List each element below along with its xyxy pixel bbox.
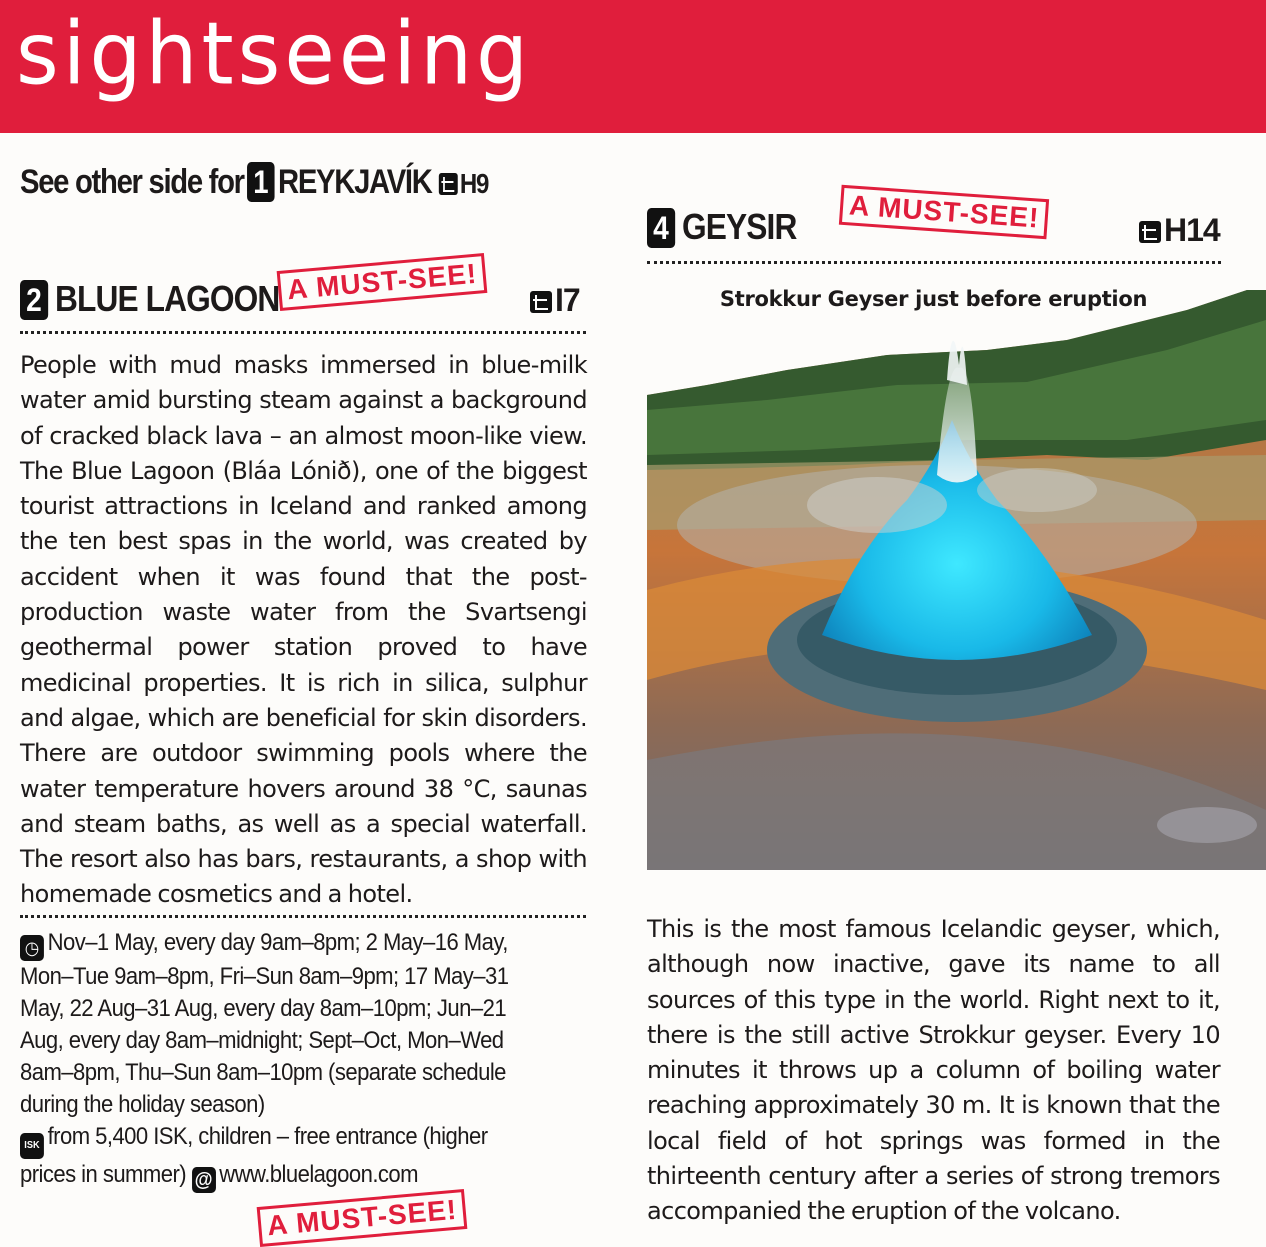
- strokkur-geyser-photo: [647, 290, 1266, 870]
- price-text: from 5,400 ISK, children – free entrance (higher prices in summer): [20, 1123, 488, 1188]
- blue-lagoon-divider-top: [20, 331, 586, 334]
- photo-caption: Strokkur Geyser just before eruption: [719, 287, 1148, 311]
- map-grid-icon: [1139, 221, 1161, 243]
- opening-hours-text: Nov–1 May, every day 9am–8pm; 2 May–16 May, Mon–Tue 9am–8pm, Fri–Sun 8am–9pm; 17 May–31 May, 22 Aug–31 Aug, every day 8am–10pm; Jun–21 Aug, every day 8am–midnight; Sept–Oct, Mon–Wed 8am–8pm, Thu–Sun 8am–10pm (separate schedule during the holiday season): [20, 929, 509, 1118]
- see-other-side-line: [20, 162, 488, 202]
- see-other-number-badge: 1: [247, 162, 274, 202]
- blue-lagoon-description: People with mud masks immersed in blue-milk water amid bursting steam against a background of cracked black lava – an almost moon-like view. The Blue Lagoon (Bláa Lónið), one of the biggest tourist attractions in Iceland and ranked among the ten best spas in the world, was created by accident when it was found that the post-production waste water from the Svartsengi geothermal power station proved to have medicinal properties. It is rich in silica, sulphur and algae, which are beneficial for skin disorders. There are outdoor swimming pools where the water temperature hovers around 38 °C, saunas and steam baths, as well as a special waterfall. The resort also has bars, restaurants, a shop with homemade cosmetics and a hotel.: [20, 351, 587, 909]
- geysir-must-see-stamp: A MUST-SEE!: [839, 185, 1050, 239]
- geysir-title: GEYSIR: [682, 206, 797, 247]
- map-grid-icon: [530, 291, 552, 313]
- geyser-illustration: [647, 290, 1266, 870]
- blue-lagoon-title: BLUE LAGOON: [55, 278, 280, 319]
- clock-icon: [20, 935, 44, 961]
- blue-lagoon-number-badge: 2: [20, 280, 48, 320]
- opening-hours: [20, 927, 540, 1121]
- geysir-grid-ref: [1139, 212, 1220, 249]
- geysir-grid: H14: [1164, 212, 1220, 248]
- map-grid-icon: [438, 173, 457, 195]
- geysir-description: This is the most famous Icelandic geyser, which, although now inactive, gave its name to all sources of this type in the world. Right next to it, there is the still active Strokkur geyser. Every 10 minutes it throws up a column of boiling water reaching approximately 30 m. It is known that the local field of hot springs was formed in the thirteenth century after a series of strong tremors accompanied the eruption of the volcano.: [647, 915, 1220, 1226]
- blue-lagoon-divider-bottom: [20, 915, 586, 918]
- geysir-divider: [647, 261, 1221, 264]
- blue-lagoon-heading: [20, 278, 279, 320]
- geysir-number-badge: 4: [647, 208, 675, 248]
- next-section-must-see-stamp: A MUST-SEE!: [257, 1189, 468, 1247]
- see-other-grid: H9: [459, 168, 489, 199]
- see-other-text: See other side for: [20, 163, 244, 201]
- see-other-place: REYKJAVÍK: [278, 163, 432, 201]
- blue-lagoon-must-see-stamp: A MUST-SEE!: [277, 253, 488, 311]
- banner-title: sightseeing: [16, 4, 533, 105]
- website-link[interactable]: www.bluelagoon.com: [219, 1161, 418, 1188]
- price-icon: ISK: [20, 1133, 44, 1159]
- at-icon: @: [192, 1167, 216, 1193]
- blue-lagoon-grid: I7: [555, 282, 580, 318]
- sightseeing-banner: [0, 0, 1266, 133]
- blue-lagoon-grid-ref: [530, 282, 580, 319]
- geysir-heading: [647, 206, 796, 248]
- price-info: [20, 1121, 540, 1193]
- blue-lagoon-info: [20, 927, 540, 1193]
